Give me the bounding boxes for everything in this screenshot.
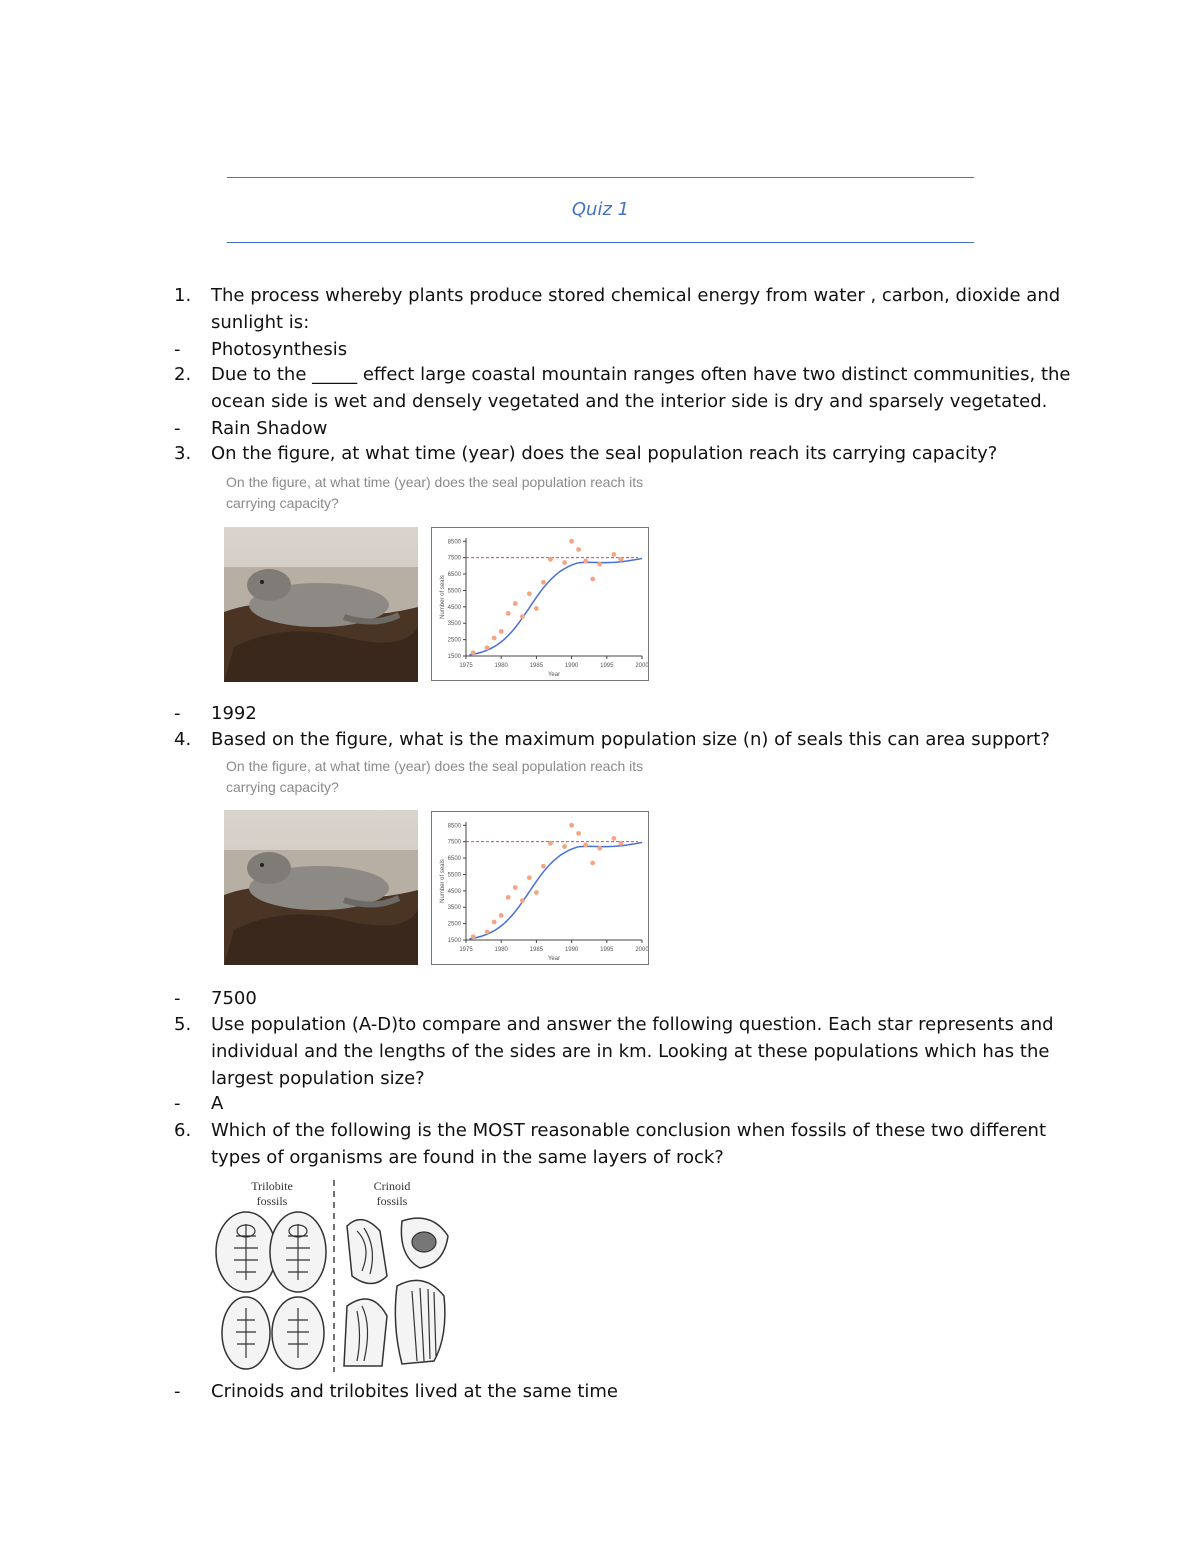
question-text: ocean side is wet and densely vegetated and the interior side is dry and sparsely vegetated. bbox=[211, 391, 1048, 412]
data-point bbox=[485, 645, 490, 650]
figure-caption-line: On the figure, at what time (year) does the seal population reach its bbox=[226, 474, 644, 490]
question-6-cont bbox=[0, 1144, 1200, 1171]
x-tick-label: 1995 bbox=[600, 947, 614, 953]
x-axis-label: Year bbox=[547, 672, 561, 678]
question-number: 3. bbox=[174, 443, 192, 464]
question-6 bbox=[0, 1117, 1200, 1144]
y-tick-label: 7500 bbox=[447, 555, 461, 562]
seal-photo bbox=[224, 810, 418, 965]
data-point bbox=[506, 611, 511, 616]
answer-text: 1992 bbox=[211, 703, 257, 724]
question-number: 1. bbox=[174, 285, 192, 306]
header-rule-top bbox=[227, 177, 974, 178]
crinoid-label-line2: fossils bbox=[376, 1194, 408, 1208]
question-2 bbox=[0, 361, 1200, 388]
x-tick-label: 1990 bbox=[564, 663, 579, 669]
x-tick-label: 1980 bbox=[494, 663, 508, 669]
answer-1 bbox=[0, 336, 1200, 363]
answer-2 bbox=[0, 415, 1200, 442]
data-point bbox=[499, 913, 504, 918]
y-tick-label: 4500 bbox=[447, 604, 461, 611]
logistic-curve bbox=[470, 842, 643, 939]
crinoid-label-line1: Crinoid bbox=[373, 1179, 411, 1193]
data-point bbox=[513, 885, 518, 890]
data-point bbox=[576, 547, 581, 552]
x-tick-label: 2000 bbox=[635, 663, 648, 669]
data-point bbox=[611, 552, 616, 557]
fossil-figure bbox=[212, 1176, 452, 1374]
question-number: 5. bbox=[174, 1014, 192, 1035]
figure-caption bbox=[226, 472, 643, 514]
question-number: 6. bbox=[174, 1120, 192, 1141]
figure-caption-line: carrying capacity? bbox=[226, 779, 339, 795]
trilobite-label-line2: fossils bbox=[256, 1194, 288, 1208]
question-text: Due to the _____ effect large coastal mountain ranges often have two distinct communities, the bbox=[211, 364, 1071, 385]
y-axis-label: Number of seals bbox=[440, 575, 446, 619]
data-point bbox=[583, 559, 588, 564]
data-point bbox=[471, 934, 476, 939]
x-tick-label: 1985 bbox=[529, 947, 544, 953]
data-point bbox=[562, 560, 567, 565]
seal-photo bbox=[224, 527, 418, 682]
answer-text: Photosynthesis bbox=[211, 339, 348, 360]
data-point bbox=[485, 929, 490, 934]
question-text: Which of the following is the MOST reasonable conclusion when fossils of these two different bbox=[211, 1120, 1047, 1141]
seal-photo-graphic bbox=[224, 527, 418, 682]
y-tick-label: 8500 bbox=[447, 539, 461, 546]
y-axis-label: Number of seals bbox=[440, 859, 446, 903]
seal-population-chart-svg bbox=[432, 812, 648, 964]
data-point bbox=[590, 577, 595, 582]
answer-dash: - bbox=[174, 339, 181, 360]
y-tick-label: 5500 bbox=[447, 588, 461, 595]
y-tick-label: 8500 bbox=[447, 823, 461, 830]
x-tick-label: 1990 bbox=[564, 947, 579, 953]
question-5-cont bbox=[0, 1038, 1200, 1065]
data-point bbox=[520, 898, 525, 903]
data-point bbox=[597, 846, 602, 851]
data-point bbox=[499, 629, 504, 634]
data-point bbox=[527, 875, 532, 880]
y-tick-label: 4500 bbox=[447, 888, 461, 895]
trilobite-label-line1: Trilobite bbox=[251, 1179, 293, 1193]
data-point bbox=[520, 614, 525, 619]
seal-photo-graphic bbox=[224, 810, 418, 965]
question-1 bbox=[0, 282, 1200, 309]
header-rule-bottom bbox=[227, 242, 974, 243]
data-point bbox=[576, 831, 581, 836]
question-2-cont bbox=[0, 388, 1200, 415]
data-point bbox=[527, 591, 532, 596]
data-point bbox=[611, 836, 616, 841]
data-point bbox=[562, 844, 567, 849]
answer-5 bbox=[0, 1090, 1200, 1117]
answer-3 bbox=[0, 700, 1200, 727]
data-point bbox=[534, 890, 539, 895]
data-point bbox=[534, 606, 539, 611]
y-tick-label: 2500 bbox=[447, 921, 461, 928]
figure-caption bbox=[226, 756, 643, 798]
question-number: 4. bbox=[174, 729, 192, 750]
data-point bbox=[590, 861, 595, 866]
data-point bbox=[541, 580, 546, 585]
data-point bbox=[506, 895, 511, 900]
answer-text: Rain Shadow bbox=[211, 418, 328, 439]
answer-dash: - bbox=[174, 988, 181, 1009]
data-point bbox=[548, 557, 553, 562]
question-text: types of organisms are found in the same layers of rock? bbox=[211, 1147, 724, 1168]
question-1-cont bbox=[0, 309, 1200, 336]
answer-dash: - bbox=[174, 703, 181, 724]
y-tick-label: 2500 bbox=[447, 637, 461, 644]
data-point bbox=[618, 557, 623, 562]
figure-caption-line: On the figure, at what time (year) does the seal population reach its bbox=[226, 758, 644, 774]
data-point bbox=[548, 841, 553, 846]
data-point bbox=[492, 920, 497, 925]
y-tick-label: 7500 bbox=[447, 839, 461, 846]
y-tick-label: 3500 bbox=[447, 905, 461, 912]
answer-dash: - bbox=[174, 418, 181, 439]
x-tick-label: 1980 bbox=[494, 947, 508, 953]
y-tick-label: 5500 bbox=[447, 872, 461, 879]
seal-population-chart bbox=[431, 527, 649, 681]
seal-population-chart bbox=[431, 811, 649, 965]
page-title: Quiz 1 bbox=[571, 199, 630, 220]
question-number: 2. bbox=[174, 364, 192, 385]
question-5 bbox=[0, 1011, 1200, 1038]
question-text: largest population size? bbox=[211, 1068, 425, 1089]
data-point bbox=[471, 650, 476, 655]
x-axis-label: Year bbox=[547, 956, 561, 962]
y-tick-label: 1500 bbox=[447, 654, 461, 660]
question-text: The process whereby plants produce stored chemical energy from water , carbon, dioxide and bbox=[211, 285, 1061, 306]
answer-dash: - bbox=[174, 1093, 181, 1114]
x-tick-label: 2000 bbox=[635, 947, 648, 953]
y-tick-label: 3500 bbox=[447, 621, 461, 628]
answer-dash: - bbox=[174, 1381, 181, 1402]
answer-6 bbox=[0, 1378, 1200, 1405]
data-point bbox=[492, 636, 497, 641]
question-4 bbox=[0, 726, 1200, 753]
y-tick-label: 1500 bbox=[447, 938, 461, 944]
question-text: sunlight is: bbox=[211, 312, 310, 333]
logistic-curve bbox=[470, 558, 643, 655]
data-point bbox=[541, 864, 546, 869]
data-point bbox=[618, 841, 623, 846]
question-text: On the figure, at what time (year) does the seal population reach its carrying capacity? bbox=[211, 443, 998, 464]
answer-text: Crinoids and trilobites lived at the same time bbox=[211, 1381, 618, 1402]
answer-text: 7500 bbox=[211, 988, 257, 1009]
fossil-illustration bbox=[212, 1176, 452, 1374]
data-point bbox=[513, 601, 518, 606]
data-point bbox=[583, 843, 588, 848]
data-point bbox=[597, 562, 602, 567]
data-point bbox=[569, 539, 574, 544]
question-text: Use population (A-D)to compare and answer the following question. Each star represents and bbox=[211, 1014, 1054, 1035]
question-text: individual and the lengths of the sides are in km. Looking at these populations which has the bbox=[211, 1041, 1050, 1062]
x-tick-label: 1975 bbox=[459, 947, 473, 953]
x-tick-label: 1975 bbox=[459, 663, 473, 669]
data-point bbox=[569, 823, 574, 828]
answer-4 bbox=[0, 985, 1200, 1012]
seal-population-chart-svg bbox=[432, 528, 648, 680]
question-5-cont bbox=[0, 1065, 1200, 1092]
x-tick-label: 1995 bbox=[600, 663, 614, 669]
x-tick-label: 1985 bbox=[529, 663, 544, 669]
figure-caption-line: carrying capacity? bbox=[226, 495, 339, 511]
answer-text: A bbox=[211, 1093, 224, 1114]
question-text: Based on the figure, what is the maximum population size (n) of seals this can area support? bbox=[211, 729, 1050, 750]
y-tick-label: 6500 bbox=[447, 572, 461, 579]
question-3 bbox=[0, 440, 1200, 467]
y-tick-label: 6500 bbox=[447, 856, 461, 863]
